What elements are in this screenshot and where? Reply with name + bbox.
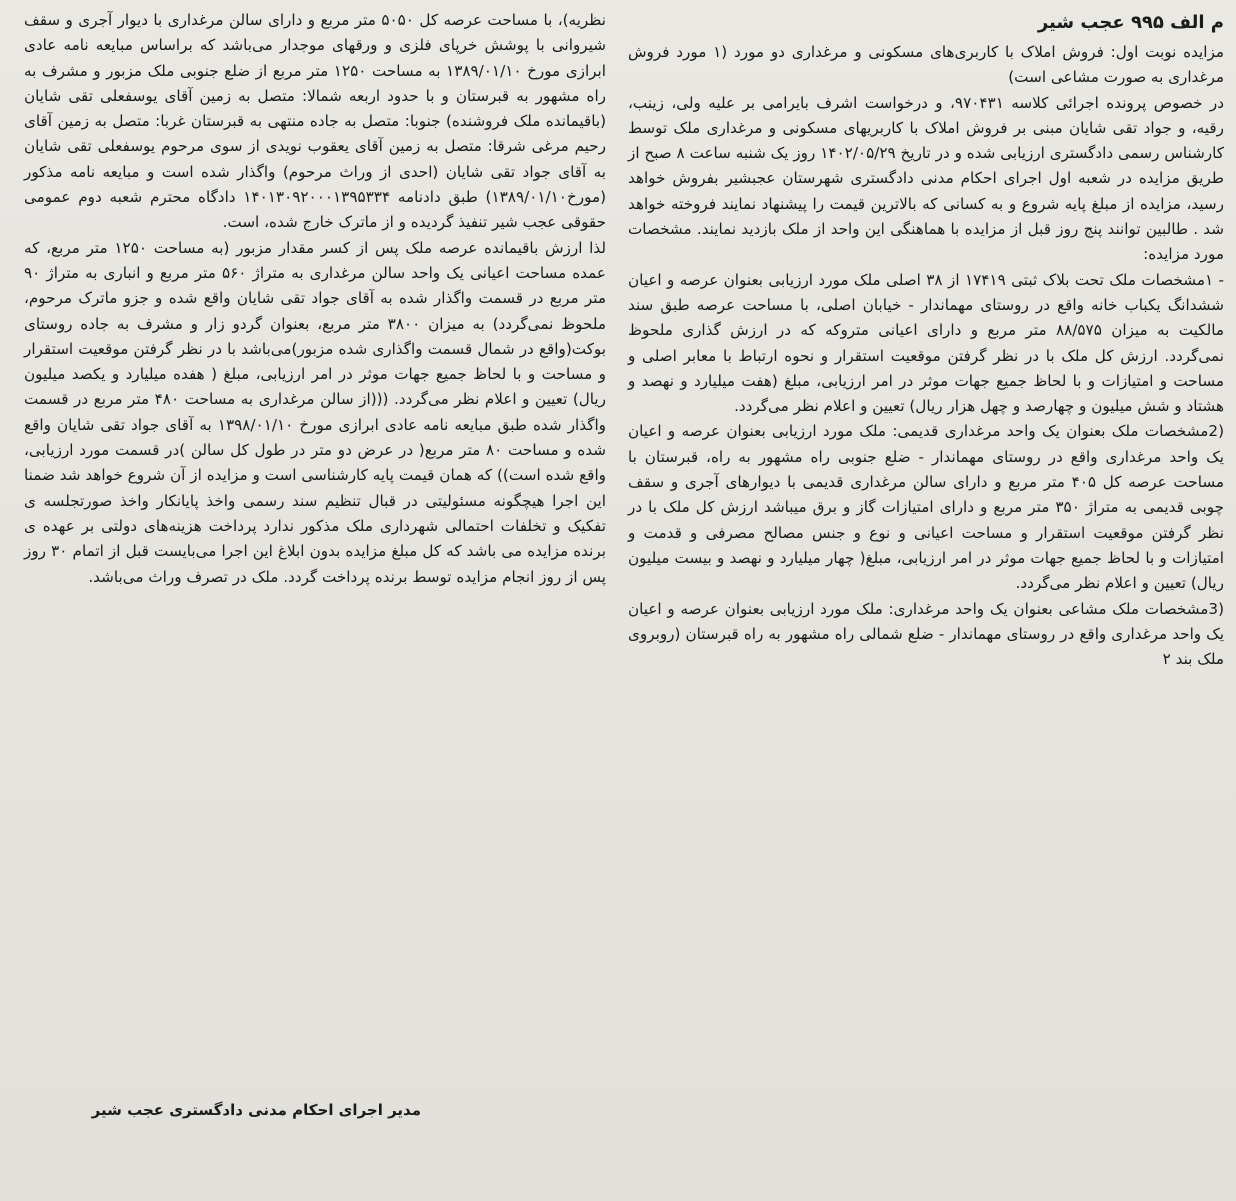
right-column-text: مزایده نوبت اول: فروش املاک با کاربری‌های مسکونی و مرغداری دو مورد (۱ مورد فروش مرغداری به صورت مشاعی است) در خصوص پرونده اجرائی کلاسه ۹۷۰۴۳۱، و درخواست اشرف بایرامی بر علیه ولی، زینب، رقیه، و جواد تقی شایان مبنی بر فروش املاک با کاربریهای مسکونی و مرغداری ملک توسط کارشناس رسمی دادگستری ارزیابی شده و در تاریخ ۱۴۰۲/۰۵/۲۹ روز یک شنبه ساعت ۸ صبح از طریق مزایده در شعبه اول اجرای احکام مدنی دادگستری شهرستان عجبشیر بفروش خواهد رسید، مزایده از مبلغ پایه شروع و به کسانی که بالاترین قیمت را پیشنهاد نمایند فروخته خواهد شد . طالبین توانند پنج روز قبل از مزایده با هماهنگی این واحد از ملک بازدید نمایند. مشخصات مورد مزایده: - ۱مشخصات ملک تحت بلاک ثبتی ۱۷۴۱۹ از ۳۸ اصلی ملک مورد ارزیابی بعنوان عرصه و اعیان ششدانگ یکباب خانه واقع در روستای مهماندار - خیابان اصلی، با مساحت عرصه طبق سند مالکیت به میزان ۸۸/۵۷۵ متر مربع و دارای اعیانی متروکه که در ارزش گذاری ملحوظ نمی‌گردد. ارزش کل ملک با در نظر گرفتن موقعیت استقرار و نحوه ارتباط با معابر اصلی و مساحت و امتیازات و با لحاظ جمیع جهات موثر در امر ارزیابی، مبلغ (هفت میلیارد و نهصد و هشتاد و شش میلیون و چهارصد و چهل هزار ریال) تعیین و اعلام نظر می‌گردد. (2مشخصات ملک بعنوان یک واحد مرغداری قدیمی: ملک مورد ارزیابی بعنوان عرصه و اعیان یک واحد مرغداری واقع در روستای مهماندار - ضلع جنوبی راه مشهور به راه، قبرستان با مساحت عرصه کل ۴۰۵ متر مربع و دارای سالن مرغداری قدیمی با دیوارهای آجری و سقف چوبی قدیمی به متراژ ۳۵۰ متر مربع و دارای امتیازات گاز و برق میباشد ارزش کل ملک با در نظر گرفتن موقعیت استقرار و مساحت اعیانی و نوع و جنس مصالح مصرفی و قدمت و امتیازات و با لحاظ جمیع جهات موثر در امر ارزیابی، مبلغ( چهار میلیارد و نهصد و بیست میلیون ریال) تعیین و اعلام نظر می‌گردد. (3مشخصات ملک مشاعی بعنوان یک واحد مرغداری: ملک مورد ارزیابی بعنوان عرصه و اعیان یک واحد مرغداری واقع در روستای مهماندار - ضلع شمالی راه مشهور به راه قبرستان (روبروی ملک بند ۲ [628,43,1225,669]
right-column [628,8,1224,672]
left-column-text: نظریه)، با مساحت عرصه کل ۵۰۵۰ متر مربع و دارای سالن مرغداری با دیوار آجری و سقف شیروانی با پوشش خرپای فلزی و ورقهای موجدار می‌باشد که براساس مبایعه نامه عادی ابرازی مورخ ۱۳۸۹/۰۱/۱۰ به مساحت ۱۲۵۰ متر مربع از ضلع جنوبی ملک مزبور و مشرف به راه مشهور به قبرستان و با حدود اربعه شمالا: متصل به زمین آقای یوسفعلی تقی شایان (باقیمانده ملک فروشنده) جنوبا: متصل به جاده منتهی به قبرستان غربا: متصل به زمین آقای رحیم مرغی شرقا: متصل به زمین آقای یعقوب نویدی از سوی مرحوم یوسفعلی تقی شایان به آقای جواد تقی شایان (احدی از وراث مرحوم) واگذار شده است و مبایعه نامه مذکور (مورخ۱۳۸۹/۰۱/۱۰) طبق دادنامه ۱۴۰۱۳۰۹۲۰۰۰۱۳۹۵۳۳۴ دادگاه محترم شعبه دوم عمومی حقوقی عجب شیر تنفیذ گردیده و از ماترک خارج شده، است. لذا ارزش باقیمانده عرصه ملک پس از کسر مقدار مزبور (به مساحت ۱۲۵۰ متر مربع، که عمده مساحت اعیانی یک واحد سالن مرغداری به متراژ ۵۶۰ متر مربع و انباری به متراژ ۹۰ متر مربع در قسمت واگذار شده به آقای جواد تقی شایان واقع شده و جزو ماترک مرحوم، ملحوظ نمی‌گردد) به میزان ۳۸۰۰ متر مربع، بعنوان گردو زار و مشرف به جاده روستای بوکت(واقع در شمال قسمت واگذاری شده مزبور)می‌باشد با در نظر گرفتن موقعیت استقرار و مساحت و با لحاظ جمیع جهات موثر در امر ارزیابی، مبلغ ( هفده میلیارد و یکصد میلیون ریال) تعیین و اعلام نظر می‌گردد. (((از سالن مرغداری به مساحت ۴۸۰ متر مربع در قسمت واگذار شده طبق مبایعه نامه عادی ابرازی مورخ ۱۳۹۸/۰۱/۱۰ به آقای جواد تقی شایان واقع شده و مساحت ۸۰ متر مربع( در عرض دو متر در طول کل سالن )در قسمت مورد ارزیابی، واقع شده است)) که همان قیمت پایه کارشناسی است و مزایده از آن شروع خواهد شد ضمنا این اجرا هیچگونه مسئولیتی در قبال تنظیم سند رسمی واخذ پایانکار واخذ صورتجلسه ی تفکیک و تخلفات احتمالی شهرداری ملک مذکور ندارد پرداخت هزینه‌های دولتی بر عهده ی برنده مزایده می باشد که کل مبلغ مزایده بدون ابلاغ این اجرا می‌بایست قبل از اتمام ۳۰ روز پس از روز انجام مزایده توسط برنده پرداخت گردد. ملک در تصرف وراث می‌باشد. [24,11,607,586]
notice-code-headline: م الف ۹۹۵ عجب شیر [1037,12,1224,33]
left-column [24,8,607,1119]
signature-line: مدیر اجرای احکام مدنی دادگستری عجب شیر [91,1101,421,1119]
